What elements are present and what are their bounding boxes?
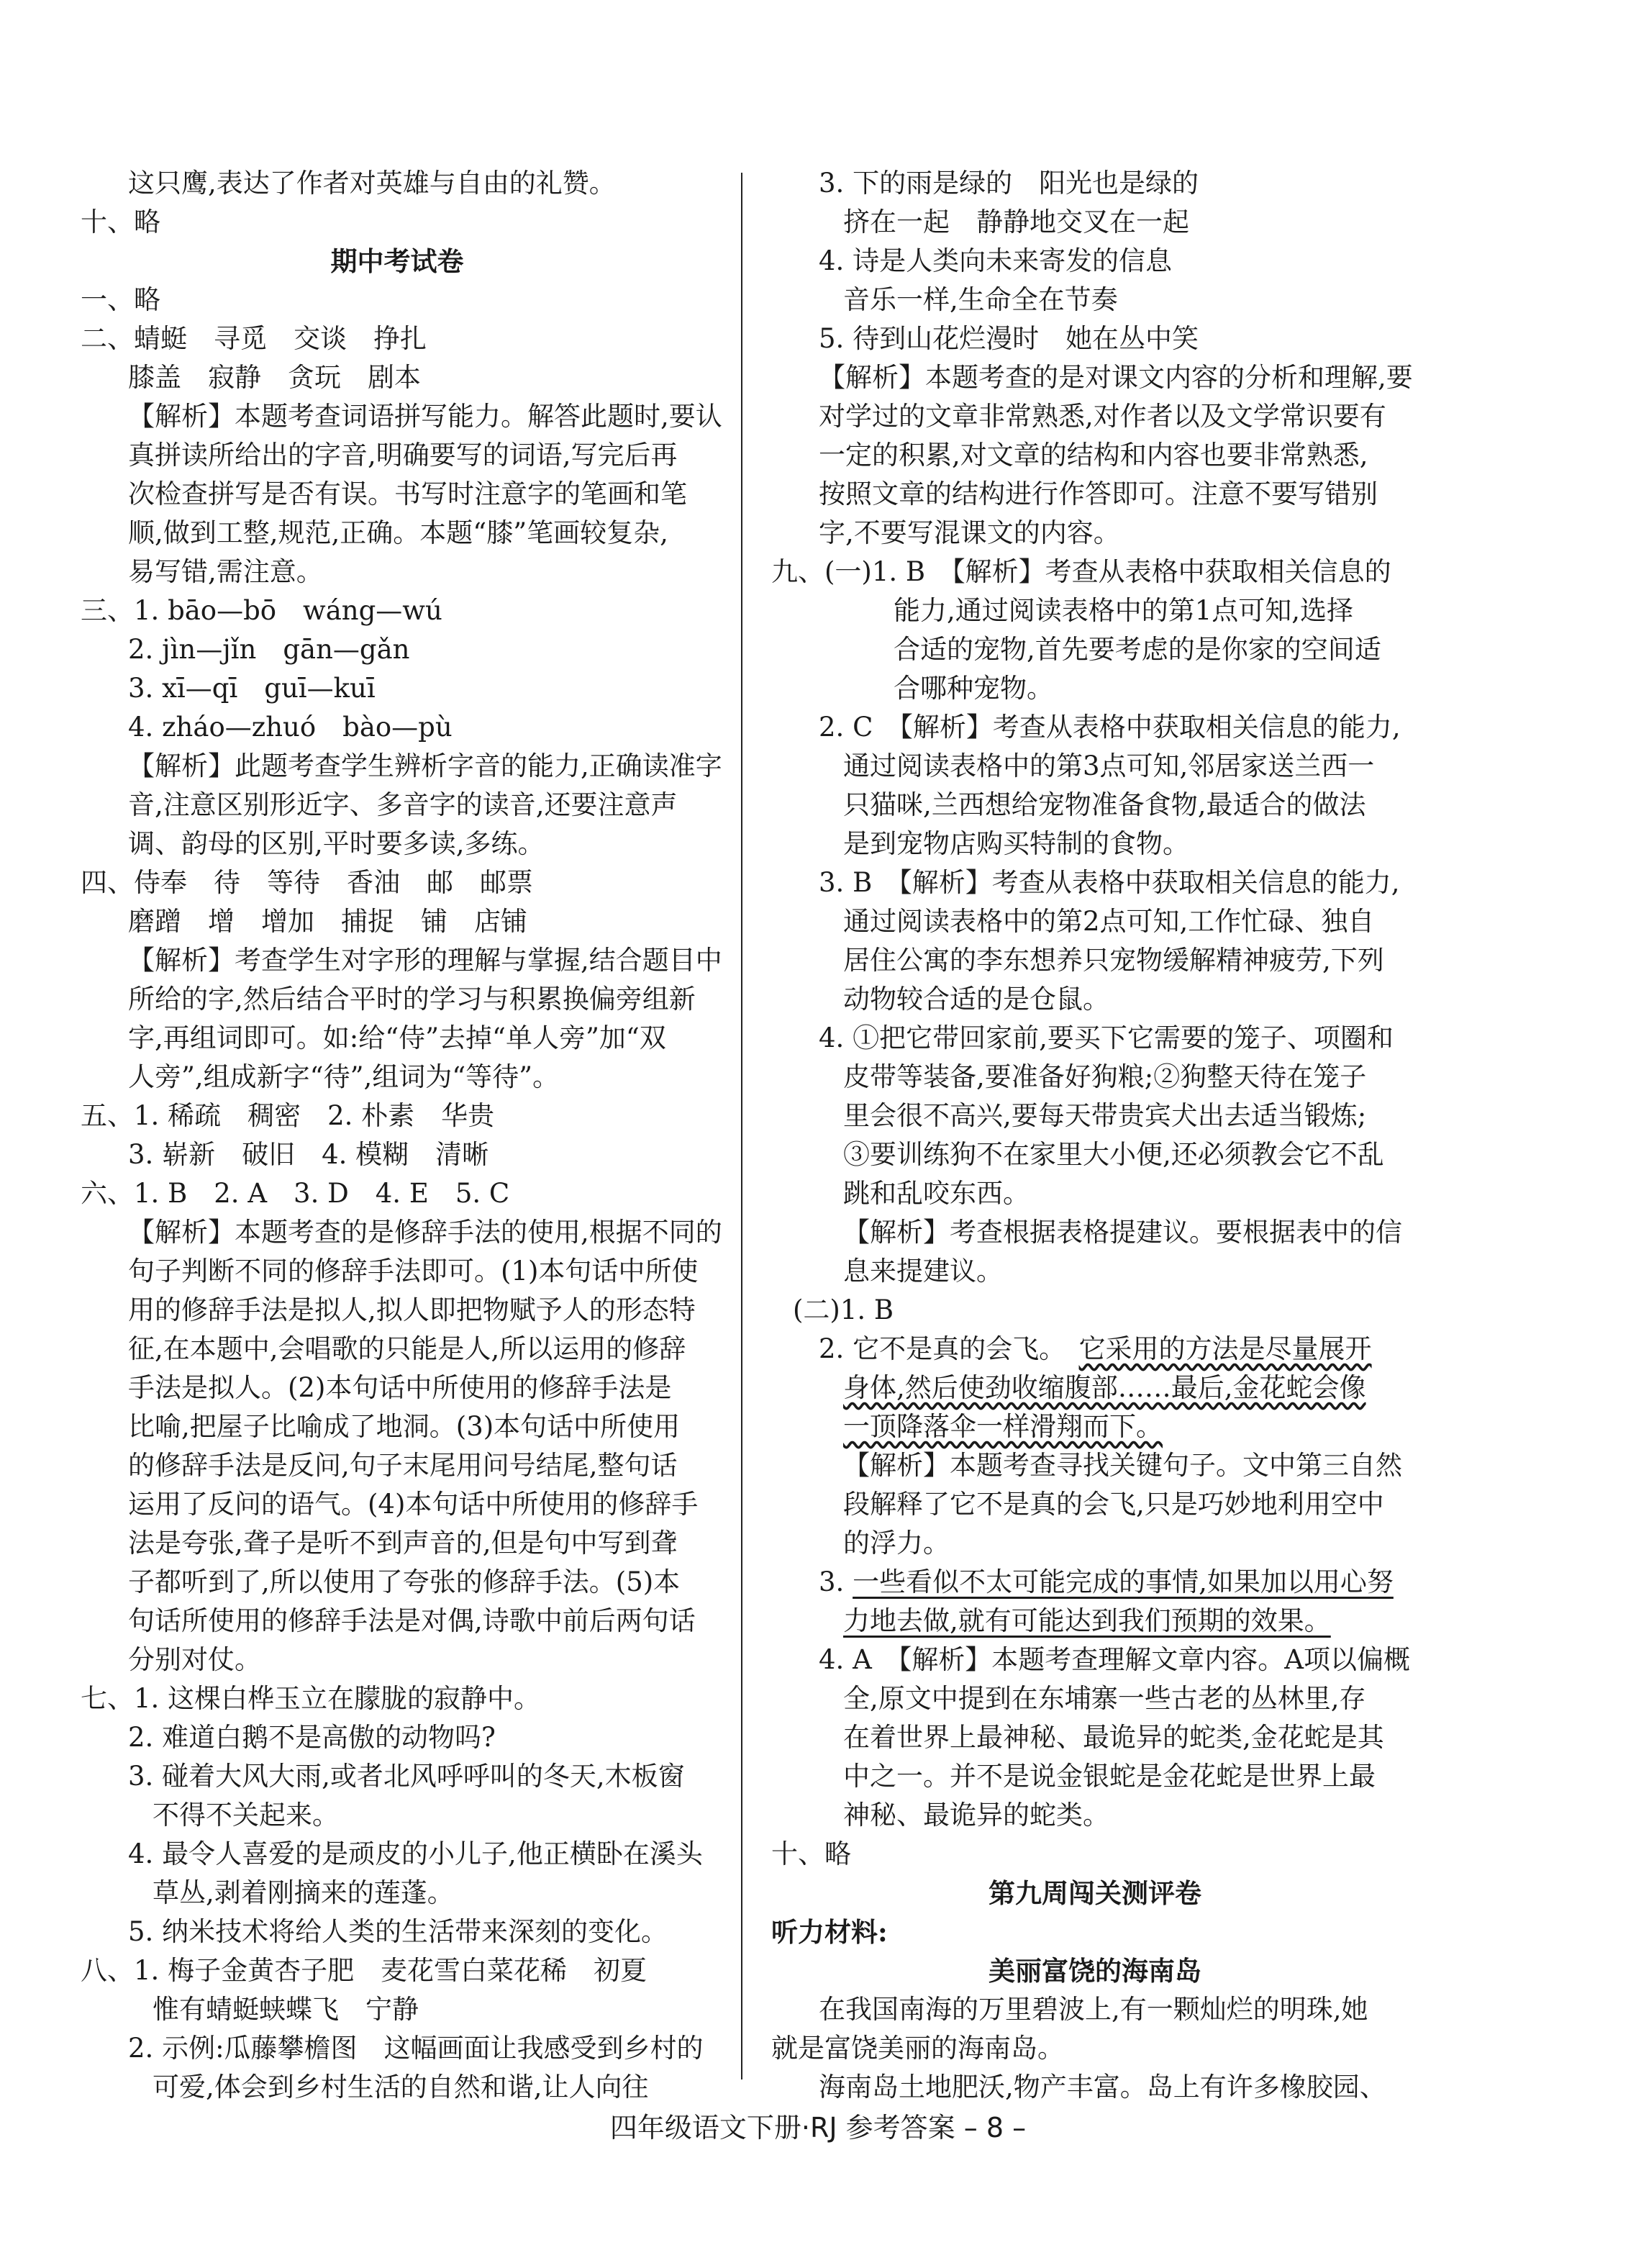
answer-line: 磨蹭 增 增加 捕捉 铺 店铺	[128, 906, 527, 937]
answer-line: 六、1. B 2. A 3. D 4. E 5. C	[81, 1178, 510, 1209]
analysis-line: 真拼读所给出的字音,明确要写的词语,写完后再	[128, 440, 678, 471]
analysis-line: 句话所使用的修辞手法是对偶,诗歌中前后两句话	[128, 1605, 696, 1636]
analysis-line: 征,在本题中,会唱歌的只能是人,所以运用的修辞	[128, 1333, 686, 1364]
analysis-line: 通过阅读表格中的第3点可知,邻居家送兰西一	[843, 750, 1375, 781]
analysis-line: 通过阅读表格中的第2点可知,工作忙碌、独自	[843, 906, 1375, 937]
analysis-line: 子都听到了,所以使用了夸张的修辞手法。(5)本	[128, 1566, 681, 1597]
answer-line: 挤在一起 静静地交叉在一起	[843, 207, 1189, 237]
analysis-line: 合哪种宠物。	[894, 673, 1053, 704]
answer-line	[771, 1369, 1419, 1407]
answer-line	[771, 1563, 1419, 1602]
answer-line	[771, 1602, 1419, 1641]
answer-line: 里会很不高兴,要每天带贵宾犬出去适当锻炼;	[843, 1100, 1367, 1131]
answer-line: 4. ①把它带回家前,要买下它需要的笼子、项圈和	[819, 1022, 1394, 1053]
answer-line: 3. 崭新 破旧 4. 模糊 清晰	[128, 1139, 489, 1170]
answer-line: 4. zháo—zhuó bào—pù	[128, 712, 453, 743]
analysis-line: 的浮力。	[843, 1528, 950, 1559]
page-footer: 四年级语文下册·RJ 参考答案 – 8 –	[609, 2112, 1027, 2144]
analysis-line: 手法是拟人。(2)本句话中所使用的修辞手法是	[128, 1372, 672, 1403]
analysis-line: 动物较合适的是仓鼠。	[843, 984, 1109, 1015]
analysis-line: 字,不要写混课文的内容。	[819, 517, 1120, 548]
right-column	[771, 164, 1419, 2107]
answer-line: 4. 诗是人类向未来寄发的信息	[819, 245, 1173, 276]
analysis-line: 息来提建议。	[843, 1256, 1003, 1287]
analysis-line: 用的修辞手法是拟人,拟人即把物赋予人的形态特	[128, 1294, 696, 1325]
analysis-line: 全,原文中提到在东埔寨一些古老的丛林里,存	[843, 1683, 1366, 1714]
passage-title: 美丽富饶的海南岛	[989, 1955, 1201, 1987]
analysis-line: 合适的宠物,首先要考虑的是你家的空间适	[894, 634, 1381, 665]
answer-line: 五、1. 稀疏 稠密 2. 朴素 华贵	[81, 1100, 495, 1131]
analysis-line: 一定的积累,对文章的结构和内容也要非常熟悉,	[819, 440, 1368, 471]
answer-line: 3. 碰着大风大雨,或者北风呼呼叫的冬天,木板窗	[128, 1761, 685, 1792]
analysis-line: 句子判断不同的修辞手法即可。(1)本句话中所使	[128, 1256, 699, 1287]
section-heading: 十、略	[771, 1838, 851, 1869]
answer-line: 音乐一样,生命全在节奏	[843, 284, 1118, 315]
answer-text: 2. 它不是真的会飞。	[819, 1333, 1079, 1364]
analysis-line: 【解析】考查学生对字形的理解与掌握,结合题目中	[128, 945, 722, 976]
answer-line	[771, 1330, 1419, 1369]
analysis-line: 【解析】本题考查的是修辞手法的使用,根据不同的	[128, 1217, 722, 1248]
answer-line: 5. 纳米技术将给人类的生活带来深刻的变化。	[128, 1916, 668, 1947]
answer-line: 惟有蜻蜓蛱蝶飞 宁静	[153, 1994, 419, 2025]
analysis-line: 人旁”,组成新字“待”,组词为“等待”。	[128, 1061, 560, 1092]
analysis-line: 在着世界上最神秘、最诡异的蛇类,金花蛇是其	[843, 1722, 1384, 1753]
analysis-line: 运用了反问的语气。(4)本句话中所使用的修辞手	[128, 1489, 699, 1520]
answer-line: 2. C 【解析】考查从表格中获取相关信息的能力,	[819, 712, 1401, 743]
analysis-line: 段解释了它不是真的会飞,只是巧妙地利用空中	[843, 1489, 1384, 1520]
column-divider	[741, 173, 742, 2079]
listening-heading: 听力材料:	[771, 1916, 888, 1948]
answer-line: 二、蜻蜓 寻觅 交谈 挣扎	[81, 323, 427, 354]
answer-line: 5. 待到山花烂漫时 她在丛中笑	[819, 323, 1199, 354]
analysis-line: 顺,做到工整,规范,正确。本题“膝”笔画较复杂,	[128, 517, 668, 548]
analysis-line: 【解析】本题考查的是对课文内容的分析和理解,要	[819, 362, 1413, 393]
analysis-line: 对学过的文章非常熟悉,对作者以及文学常识要有	[819, 401, 1386, 432]
answer-line: 3. 下的雨是绿的 阳光也是绿的	[819, 168, 1199, 199]
analysis-line: 比喻,把屋子比喻成了地洞。(3)本句话中所使用	[128, 1411, 681, 1442]
exam-title: 第九周闯关测评卷	[989, 1877, 1201, 1909]
analysis-line: 只猫咪,兰西想给宠物准备食物,最适合的做法	[843, 789, 1366, 820]
answer-line: 2. jìn—jǐn gān—gǎn	[128, 634, 410, 665]
answer-line: 不得不关起来。	[153, 1800, 339, 1831]
answer-line: 三、1. bāo—bō wáng—wú	[81, 595, 442, 626]
analysis-line: 神秘、最诡异的蛇类。	[843, 1800, 1109, 1831]
underlined-answer: 力地去做,就有可能达到我们预期的效果。	[843, 1605, 1331, 1636]
analysis-line: 字,再组词即可。如:给“侍”去掉“单人旁”加“双	[128, 1022, 666, 1053]
analysis-line: 能力,通过阅读表格中的第1点可知,选择	[894, 595, 1354, 626]
analysis-line: 按照文章的结构进行作答即可。注意不要写错别	[819, 478, 1378, 509]
left-column	[81, 164, 722, 2107]
answer-line: 七、1. 这棵白桦玉立在朦胧的寂静中。	[81, 1683, 541, 1714]
analysis-line: 【解析】本题考查词语拼写能力。解答此题时,要认	[128, 401, 722, 432]
answer-line: 草丛,剥着刚摘来的莲蓬。	[153, 1877, 454, 1908]
answer-line: 八、1. 梅子金黄杏子肥 麦花雪白菜花稀 初夏	[81, 1955, 647, 1986]
analysis-line: 易写错,需注意。	[128, 556, 323, 587]
answer-line: 九、(一)1. B 【解析】考查从表格中获取相关信息的	[771, 556, 1391, 587]
passage-line: 在我国南海的万里碧波上,有一颗灿烂的明珠,她	[819, 1994, 1368, 2025]
key-sentence: 它采用的方法是尽量展开	[1078, 1333, 1372, 1364]
answer-line: ③要训练狗不在家里大小便,还必须教会它不乱	[843, 1139, 1384, 1170]
passage-line: 海南岛土地肥沃,物产丰富。岛上有许多橡胶园、	[819, 2072, 1386, 2103]
passage-line: 就是富饶美丽的海南岛。	[771, 2033, 1064, 2064]
analysis-line: 的修辞手法是反问,句子末尾用问号结尾,整句话	[128, 1450, 678, 1481]
answer-line: 膝盖 寂静 贪玩 剧本	[128, 362, 421, 393]
answer-line: 4. A 【解析】本题考查理解文章内容。A项以偏概	[819, 1644, 1411, 1675]
analysis-line: 所给的字,然后结合平时的学习与积累换偏旁组新	[128, 984, 696, 1015]
answer-line	[771, 1407, 1419, 1446]
underlined-answer: 一些看似不太可能完成的事情,如果加以用心努	[853, 1566, 1394, 1597]
answer-line: (二)1. B	[793, 1294, 894, 1325]
analysis-line: 居住公寓的李东想养只宠物缓解精神疲劳,下列	[843, 945, 1384, 976]
answer-line: 2. 示例:瓜藤攀檐图 这幅画面让我感受到乡村的	[128, 2033, 704, 2064]
analysis-line: 次检查拼写是否有误。书写时注意字的笔画和笔	[128, 478, 687, 509]
answer-line: 2. 难道白鹅不是高傲的动物吗?	[128, 1722, 496, 1753]
analysis-line: 【解析】考查根据表格提建议。要根据表中的信	[843, 1217, 1402, 1248]
exam-title: 期中考试卷	[330, 245, 464, 277]
section-heading: 十、略	[81, 207, 160, 237]
analysis-line: 是到宠物店购买特制的食物。	[843, 828, 1189, 859]
answer-line: 皮带等装备,要准备好狗粮;②狗整天待在笼子	[843, 1061, 1367, 1092]
analysis-line: 中之一。并不是说金银蛇是金花蛇是世界上最	[843, 1761, 1376, 1792]
analysis-line: 【解析】本题考查寻找关键句子。文中第三自然	[843, 1450, 1402, 1481]
analysis-line: 法是夸张,聋子是听不到声音的,但是句中写到聋	[128, 1528, 678, 1559]
text-line: 这只鹰,表达了作者对英雄与自由的礼赞。	[128, 168, 616, 199]
answer-number: 3.	[819, 1566, 853, 1597]
analysis-line: 【解析】此题考查学生辨析字音的能力,正确读准字	[128, 750, 722, 781]
key-sentence: 一顶降落伞一样滑翔而下。	[843, 1411, 1163, 1442]
analysis-line: 音,注意区别形近字、多音字的读音,还要注意声	[128, 789, 678, 820]
analysis-line: 调、韵母的区别,平时要多读,多练。	[128, 828, 545, 859]
answer-line: 四、侍奉 待 等待 香油 邮 邮票	[81, 867, 533, 898]
key-sentence: 身体,然后使劲收缩腹部……最后,金花蛇会像	[843, 1372, 1366, 1403]
section-heading: 一、略	[81, 284, 160, 315]
answer-line: 跳和乱咬东西。	[843, 1178, 1030, 1209]
answer-line: 3. xī—qī guī—kuī	[128, 673, 376, 704]
answer-line: 3. B 【解析】考查从表格中获取相关信息的能力,	[819, 867, 1400, 898]
answer-line: 4. 最令人喜爱的是顽皮的小儿子,他正横卧在溪头	[128, 1838, 703, 1869]
answer-line: 可爱,体会到乡村生活的自然和谐,让人向往	[153, 2072, 649, 2103]
analysis-line: 分别对仗。	[128, 1644, 261, 1675]
